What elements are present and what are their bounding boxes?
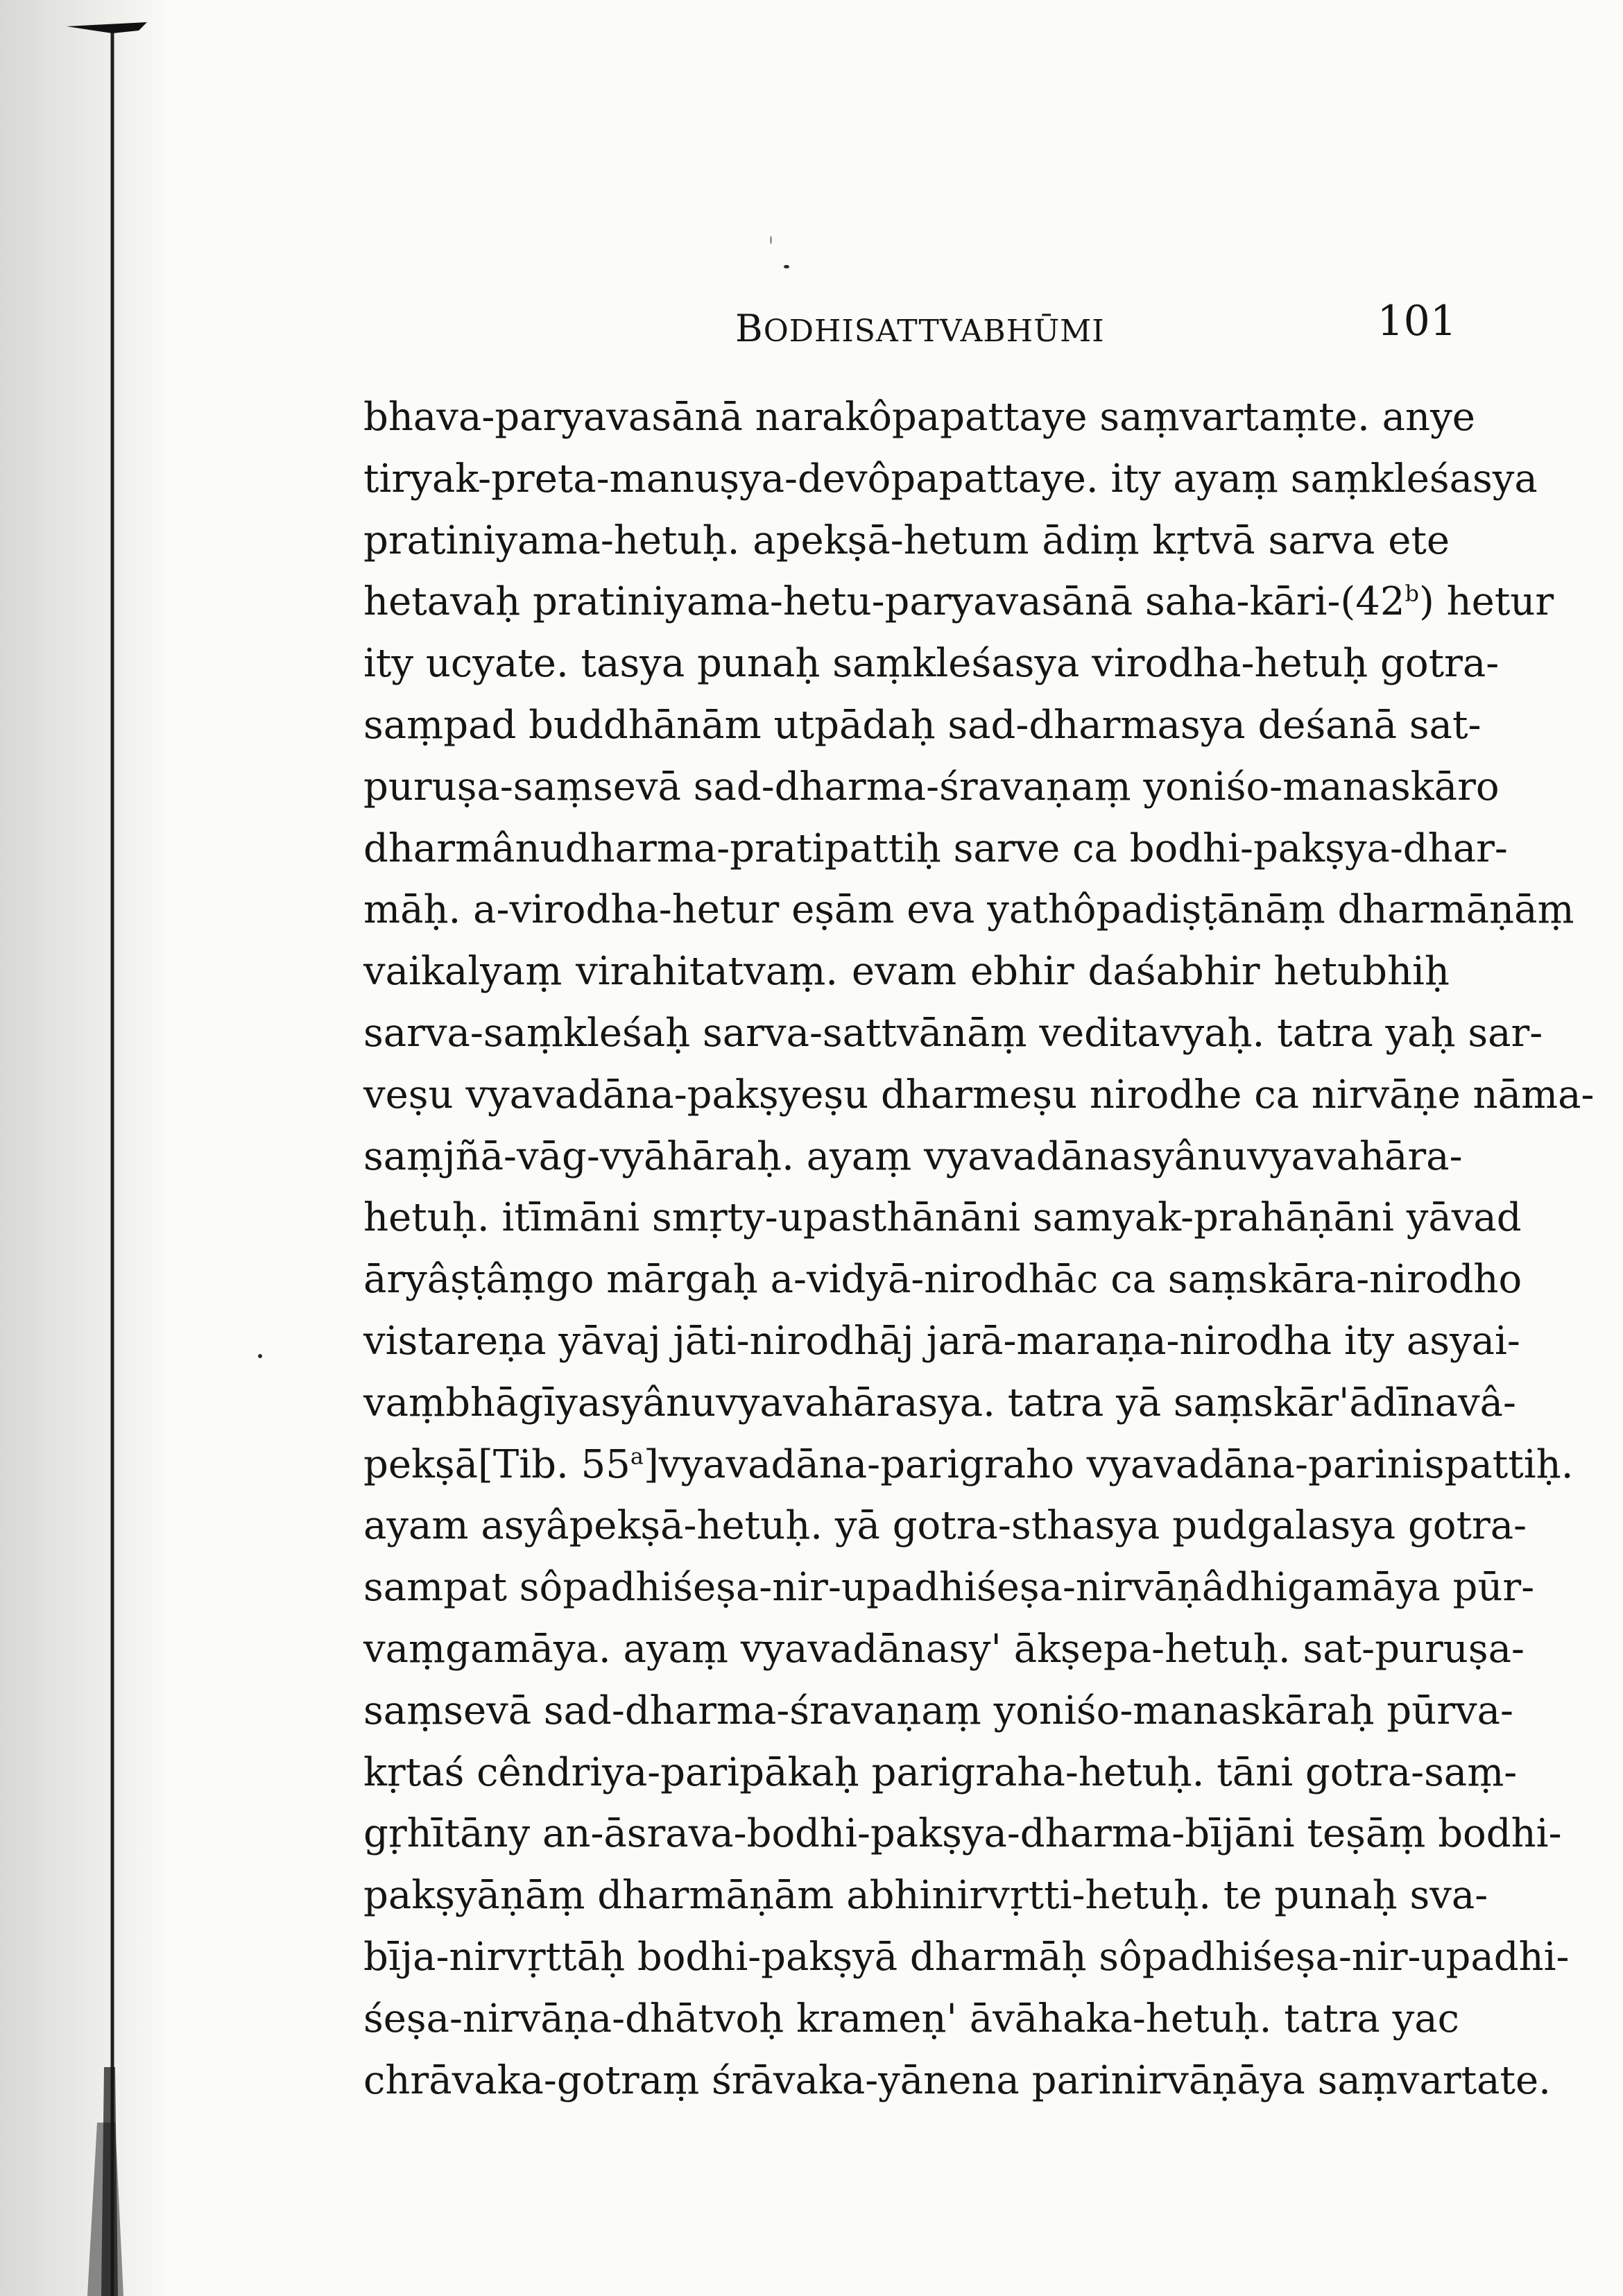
running-title-rest: ODHISATTVABHŪMI	[763, 314, 1105, 349]
running-title-initial: B	[735, 307, 764, 350]
text-line: dharmânudharma-pratipattiḥ sarve ca bodhi-pakṣya-dhar-	[363, 825, 1508, 871]
text-line: māḥ. a-virodha-hetur eṣām eva yathôpadiṣṭānāṃ dharmāṇāṃ	[363, 887, 1574, 933]
text-line-part: hetavaḥ pratiniyama-hetu-paryavasānā saha-kāri-(42	[363, 579, 1405, 625]
folio-superscript: a	[630, 1442, 644, 1469]
text-line: pratiniyama-hetuḥ. apekṣā-hetum ādiṃ kṛtvā sarva ete	[363, 517, 1450, 563]
text-line: bhava-paryavasānā narakôpapattaye saṃvartaṃte. anye	[363, 395, 1475, 440]
text-line: vistareṇa yāvaj jāti-nirodhāj jarā-maraṇa-nirodha ity asyai-	[363, 1318, 1520, 1364]
text-line: gṛhītāny an-āsrava-bodhi-pakṣya-dharma-bījāni teṣāṃ bodhi-	[363, 1811, 1562, 1857]
scan-speck	[258, 1354, 262, 1358]
page-edge-shadow	[0, 0, 173, 2296]
text-line-part: ) hetur	[1418, 579, 1554, 625]
page-number: 101	[1377, 297, 1457, 345]
text-line: sampat sôpadhiśeṣa-nir-upadhiśeṣa-nirvāṇâdhigamāya pūr-	[363, 1565, 1535, 1611]
text-line: bīja-nirvṛttāḥ bodhi-pakṣyā dharmāḥ sôpadhiśeṣa-nir-upadhi-	[363, 1934, 1570, 1980]
text-line	[363, 572, 1554, 633]
text-line: tiryak-preta-manuṣya-devôpapattaye. ity ayaṃ saṃkleśasya	[363, 456, 1538, 502]
text-line: puruṣa-saṃsevā sad-dharma-śravaṇaṃ yoniśo-manaskāro	[363, 764, 1500, 809]
text-line: āryâṣṭâṃgo mārgaḥ a-vidyā-nirodhāc ca saṃskāra-nirodho	[363, 1257, 1522, 1303]
text-line: pakṣyāṇāṃ dharmāṇām abhinirvṛtti-hetuḥ. te punaḥ sva-	[363, 1873, 1488, 1919]
text-line: chrāvaka-gotraṃ śrāvaka-yānena parinirvāṇāya saṃvartate.	[363, 2057, 1551, 2103]
folio-superscript: b	[1405, 580, 1419, 607]
text-line-part: pekṣā[Tib. 55	[363, 1441, 630, 1487]
text-line: vaṃgamāya. ayaṃ vyavadānasy' ākṣepa-hetuḥ. sat-puruṣa-	[363, 1626, 1525, 1672]
text-line-part: ]vyavadāna-parigraho vyavadāna-parinispattiḥ.	[643, 1441, 1574, 1487]
text-line: hetuḥ. itīmāni smṛty-upasthānāni samyak-prahāṇāni yāvad	[363, 1195, 1522, 1241]
text-line: vaikalyaṃ virahitatvaṃ. evam ebhir daśabhir hetubhiḥ	[363, 949, 1450, 995]
scan-speck	[770, 236, 772, 244]
text-line: ity ucyate. tasya punaḥ saṃkleśasya virodha-hetuḥ gotra-	[363, 641, 1500, 687]
text-line: sarva-saṃkleśaḥ sarva-sattvānāṃ veditavyaḥ. tatra yaḥ sar-	[363, 1010, 1543, 1056]
running-title	[735, 307, 1105, 350]
text-line: śeṣa-nirvāṇa-dhātvoḥ krameṇ' āvāhaka-hetuḥ. tatra yac	[363, 1996, 1459, 2041]
scan-speck	[784, 265, 789, 268]
text-line: saṃjñā-vāg-vyāhāraḥ. ayaṃ vyavadānasyânuvyavahāra-	[363, 1133, 1463, 1179]
running-head	[361, 297, 1457, 359]
body-text	[363, 387, 1595, 2111]
text-line: kṛtaś cêndriya-paripākaḥ parigraha-hetuḥ. tāni gotra-saṃ-	[363, 1749, 1518, 1795]
text-line: saṃpad buddhānām utpādaḥ sad-dharmasya deśanā sat-	[363, 702, 1482, 748]
text-line: saṃsevā sad-dharma-śravaṇaṃ yoniśo-manaskāraḥ pūrva-	[363, 1688, 1513, 1733]
text-line: vaṃbhāgīyasyânuvyavahārasya. tatra yā saṃskār'ādīnavâ-	[363, 1380, 1516, 1425]
text-line: veṣu vyavadāna-pakṣyeṣu dharmeṣu nirodhe ca nirvāṇe nāma-	[363, 1072, 1595, 1117]
text-line	[363, 1434, 1574, 1496]
text-line: ayam asyâpekṣā-hetuḥ. yā gotra-sthasya pudgalasya gotra-	[363, 1503, 1527, 1549]
